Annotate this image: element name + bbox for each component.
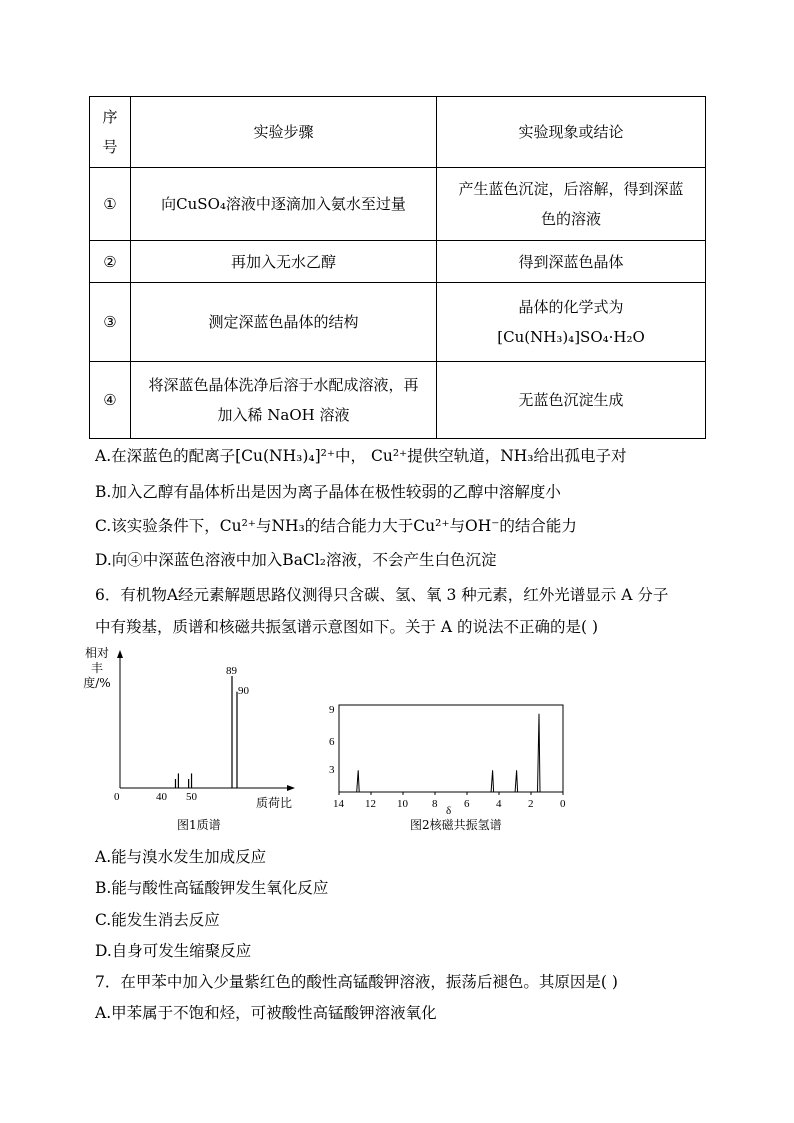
nmr-xtick-label-4: 6 <box>464 798 470 810</box>
nmr-ytick-3: 3 <box>329 764 335 776</box>
ms-tick-50: 50 <box>186 791 197 803</box>
row-num: ② <box>90 241 131 283</box>
ms-x-arrow <box>287 785 295 791</box>
row-result: 无蓝色沉淀生成 <box>437 362 706 439</box>
nmr-title: 图2核磁共振氢谱 <box>410 818 502 832</box>
experiment-table <box>89 96 706 439</box>
nmr-xtick-label-5: 4 <box>496 798 502 810</box>
nmr-xtick-label-2: 10 <box>397 798 408 810</box>
nmr-xtick-label-0: 14 <box>333 798 344 810</box>
q6-option-a: A.能与溴水发生加成反应 <box>95 848 267 866</box>
q6-option-c: C.能发生消去反应 <box>95 911 220 929</box>
ms-ylabel: 相对丰度/% <box>83 646 111 690</box>
nmr-ytick-6: 6 <box>329 736 335 748</box>
q6-stem-line2: 中有羧基，质谱和核磁共振氢谱示意图如下。关于 A 的说法不正确的是( ) <box>95 618 599 636</box>
row-step: 将深蓝色晶体洗净后溶于水配成溶液，再加入稀 NaOH 溶液 <box>130 362 436 439</box>
ms-peaks <box>175 676 237 788</box>
row-result: 产生蓝色沉淀，后溶解，得到深蓝色的溶液 <box>437 168 706 241</box>
table-row <box>90 362 706 439</box>
header-step: 实验步骤 <box>130 97 436 168</box>
q6-option-b: B.能与酸性高锰酸钾发生氧化反应 <box>95 879 329 897</box>
row-num: ③ <box>90 283 131 362</box>
header-num: 序号 <box>90 97 131 168</box>
table-row <box>90 241 706 283</box>
row-result: 晶体的化学式为 [Cu(NH₃)₄]SO₄·H₂O <box>437 283 706 362</box>
nmr-ytick-9: 9 <box>329 704 335 716</box>
nmr-chart <box>322 700 572 820</box>
nmr-xtick-label-7: 0 <box>560 798 566 810</box>
ms-y-arrow <box>117 650 123 658</box>
row-result: 得到深蓝色晶体 <box>437 241 706 283</box>
row-num: ① <box>90 168 131 241</box>
q7-stem: 7．在甲苯中加入少量紫红色的酸性高锰酸钾溶液，振荡后褪色。其原因是( ) <box>95 973 618 991</box>
table-header-row <box>90 97 706 168</box>
header-result: 实验现象或结论 <box>437 97 706 168</box>
table-row <box>90 283 706 362</box>
row-step: 再加入无水乙醇 <box>130 241 436 283</box>
table-row <box>90 168 706 241</box>
q5-option-b: B.加入乙醇有晶体析出是因为离子晶体在极性较弱的乙醇中溶解度小 <box>95 483 561 501</box>
ms-tick-40: 40 <box>156 791 167 803</box>
nmr-peak-1 <box>491 770 494 792</box>
nmr-frame <box>339 705 563 792</box>
q5-option-c: C.该实验条件下，Cu²⁺与NH₃的结合能力大于Cu²⁺与OH⁻的结合能力 <box>95 517 577 535</box>
nmr-xlabel: δ <box>446 805 452 817</box>
nmr-xtick-label-3: 8 <box>432 798 438 810</box>
nmr-peak-3 <box>538 714 541 792</box>
ms-peak-label-89: 89 <box>226 665 237 677</box>
ms-tick-0: 0 <box>114 791 120 803</box>
mass-spectrum-chart <box>90 648 300 818</box>
nmr-peaks <box>357 714 540 792</box>
nmr-peak-2 <box>515 770 518 792</box>
q7-option-a: A.甲苯属于不饱和烃，可被酸性高锰酸钾溶液氧化 <box>95 1004 437 1022</box>
nmr-xtick-label-1: 12 <box>365 798 376 810</box>
row-step: 向CuSO₄溶液中逐滴加入氨水至过量 <box>130 168 436 241</box>
row-step: 测定深蓝色晶体的结构 <box>130 283 436 362</box>
q5-option-d: D.向④中深蓝色溶液中加入BaCl₂溶液，不会产生白色沉淀 <box>95 551 497 569</box>
q6-stem-line1: 6．有机物A经元素解题思路仪测得只含碳、氢、氧 3 种元素，红外光谱显示 A 分子 <box>95 586 669 604</box>
nmr-peak-0 <box>357 770 360 792</box>
q5-option-a: A.在深蓝色的配离子[Cu(NH₃)₄]²⁺中， Cu²⁺提供空轨道，NH₃给出孤电子对 <box>95 447 627 465</box>
ms-peak-label-90: 90 <box>238 685 249 697</box>
ms-title: 图1质谱 <box>177 818 221 832</box>
q6-option-d: D.自身可发生缩聚反应 <box>95 942 252 960</box>
nmr-xtick-label-6: 2 <box>528 798 534 810</box>
row-num: ④ <box>90 362 131 439</box>
ms-xlabel: 质荷比 <box>256 796 293 810</box>
